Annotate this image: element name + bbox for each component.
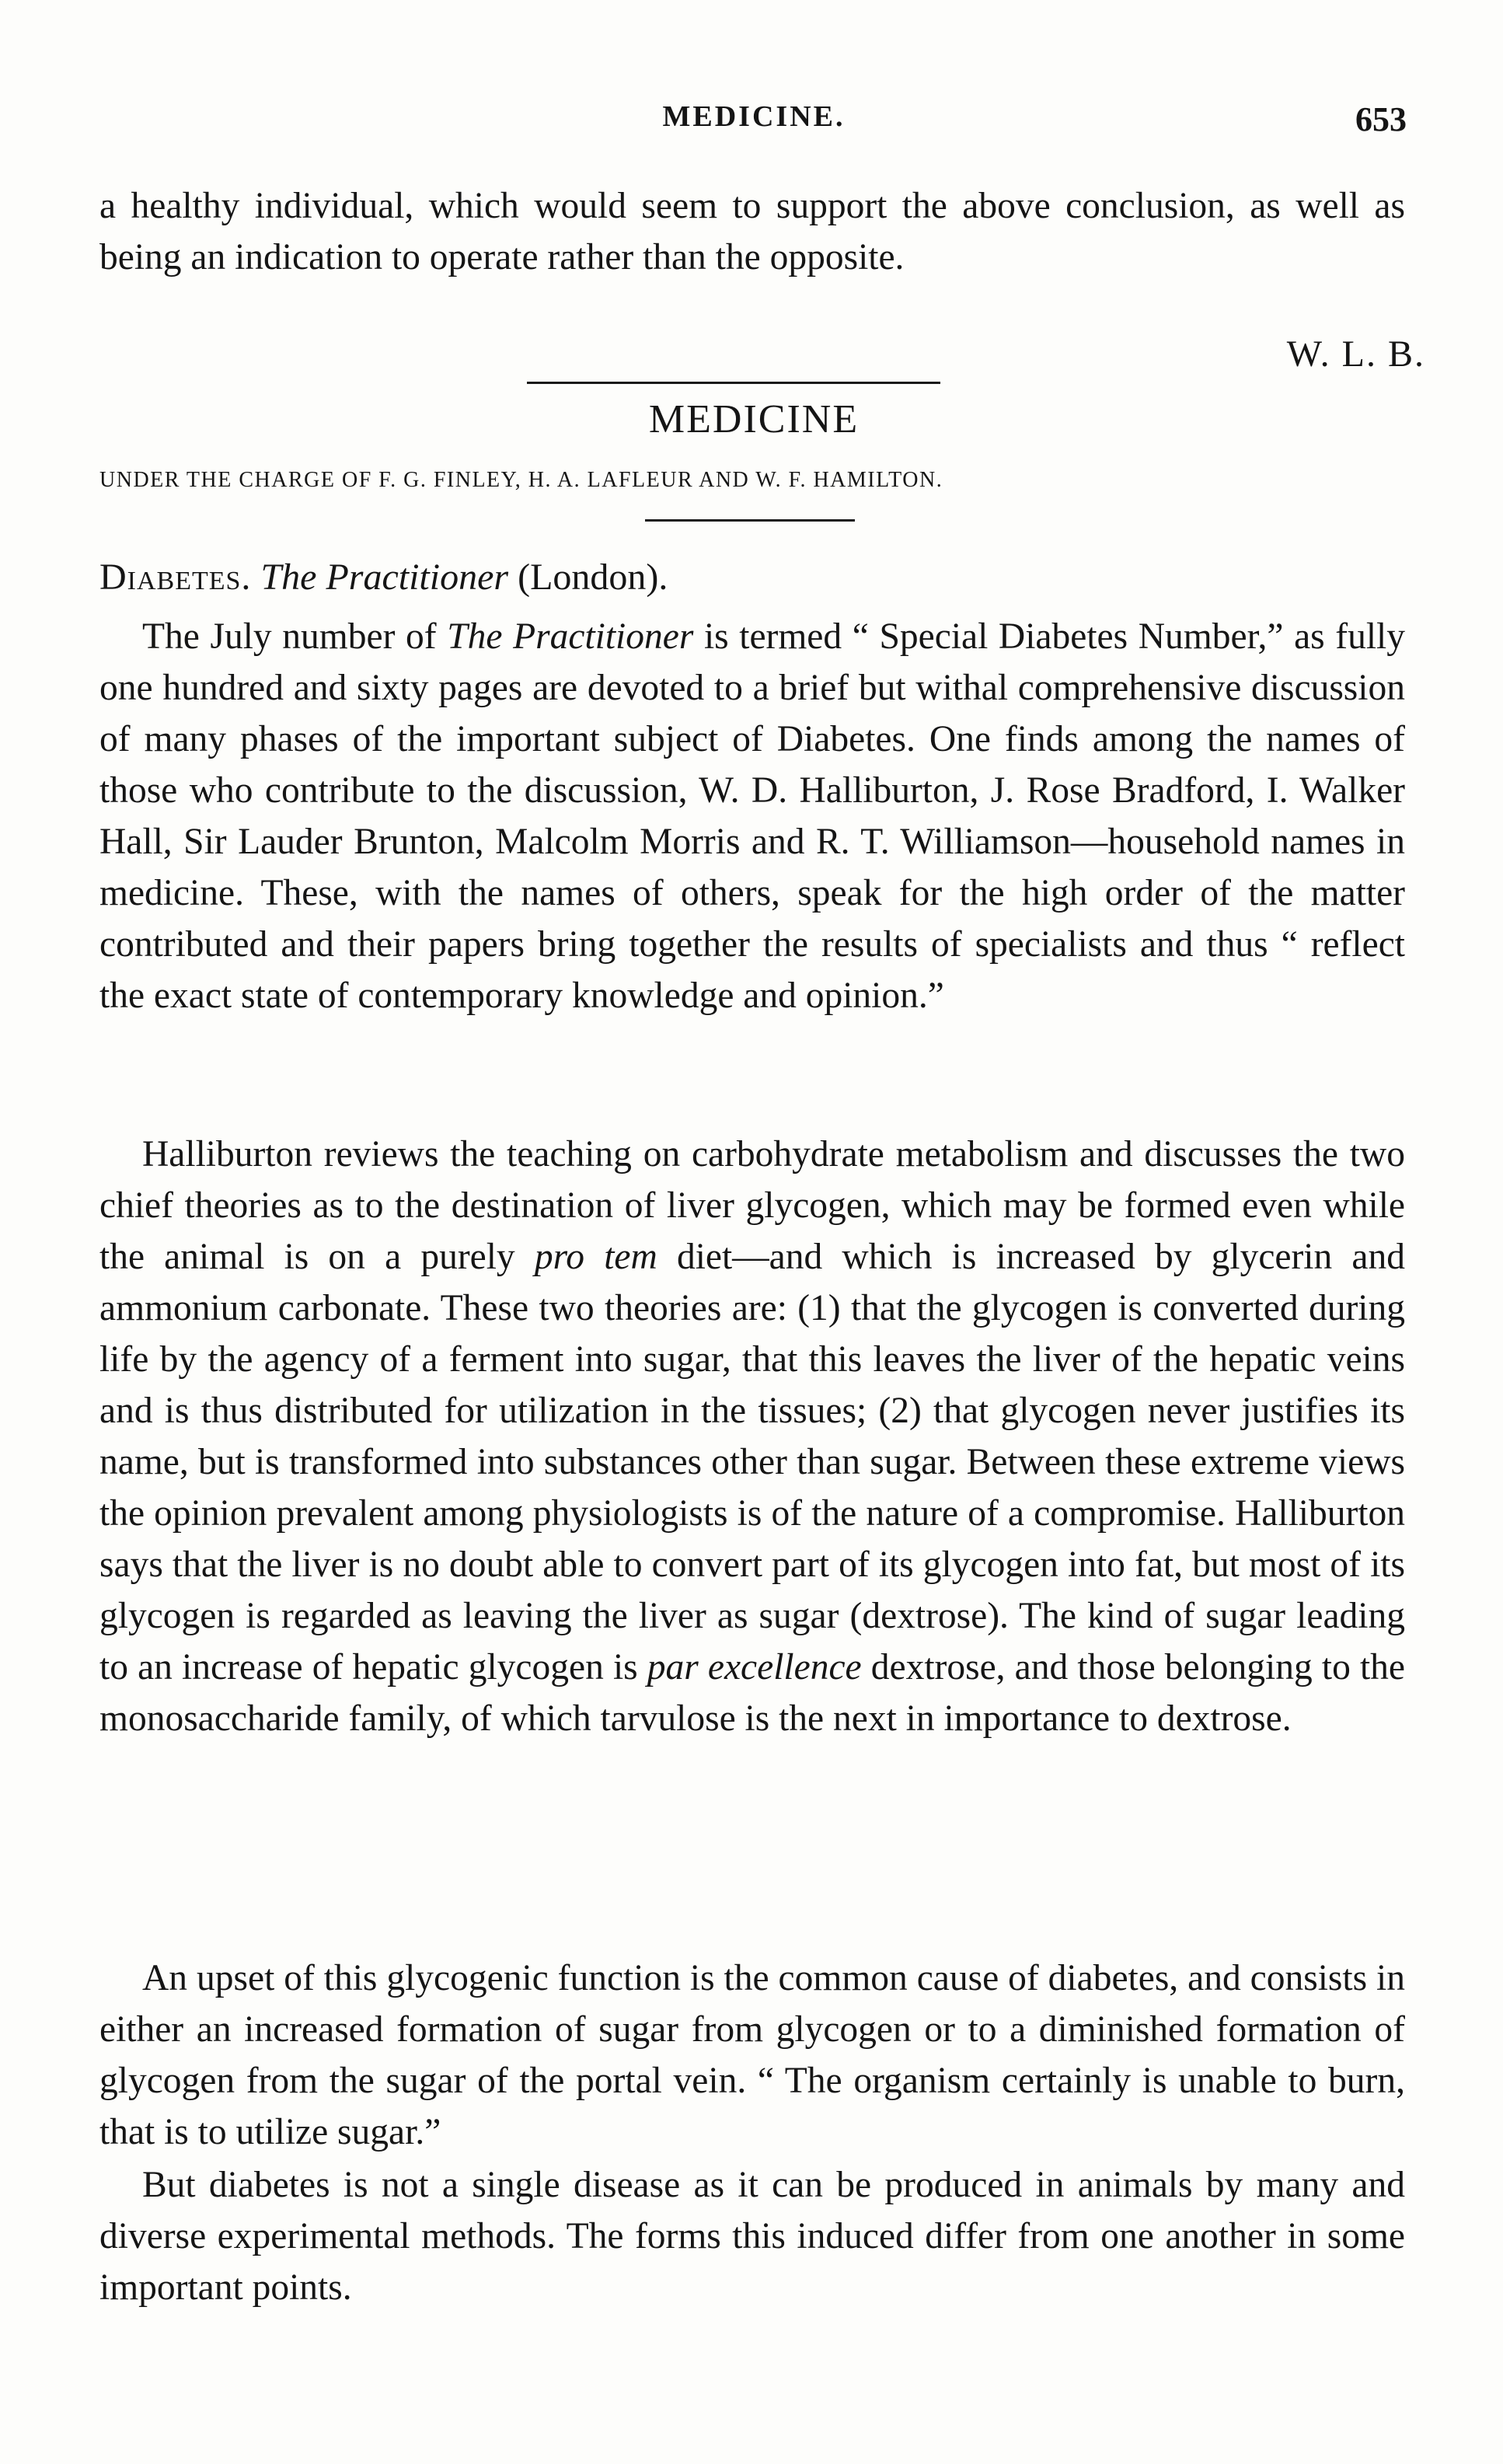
article-title-topic: Diabetes.: [99, 557, 252, 598]
paragraph-2-text: [99, 1129, 1405, 1744]
article-title: [99, 556, 668, 599]
section-divider: [527, 382, 940, 384]
running-head: [101, 99, 1407, 146]
paragraph-2: [99, 1129, 1405, 1744]
running-head-title: MEDICINE.: [662, 100, 846, 133]
paragraph-4: [99, 2159, 1405, 2313]
heading-divider: [645, 519, 855, 522]
editors-line: UNDER THE CHARGE OF F. G. FINLEY, H. A. LAFLEUR AND W. F. HAMILTON.: [99, 468, 943, 492]
p2-italic-par-excellence: par excellence: [647, 1647, 862, 1687]
p1-part-a: The July number of: [142, 616, 448, 657]
p2-part-c: diet—and which is increased by glycerin and ammonium carbonate. These two theories are: (1) that the glycogen is converted during life by the agency of a ferment into sugar, that this leaves the liver of the hepatic veins and is thus distributed for utilization in the tissues; (2) that glycogen never justifies its name, but is transformed into substances other than sugar. Between these extreme views the opinion prevalent among physiologists is of the nature of a compromise. Halliburton says that the liver is no doubt able to convert part of its glycogen into fat, but most of its glycogen is regarded as leaving the liver as sugar (dextrose). The kind of sugar leading to an increase of hepatic glycogen is: [99, 1237, 1405, 1687]
p1-part-c: is termed “ Special Diabetes Number,” as fully one hundred and sixty pages are devoted to a brief but withal comprehensive discussion of many phases of the important subject of Diabetes. One finds among the names of those who contribute to the discussion, W. D. Halliburton, J. Rose Bradford, I. Walker Hall, Sir Lauder Brunton, Malcolm Morris and R. T. Williamson—household names in medicine. These, with the names of others, speak for the high order of the matter contributed and their papers bring together the results of specialists and thus “ reflect the exact state of contemporary knowledge and opinion.”: [99, 616, 1405, 1016]
continuation-text: a healthy individual, which would seem to support the above conclusion, as well as being an indication to operate rather than the opposite.: [99, 186, 1405, 277]
article-title-journal: The Practitioner: [260, 557, 509, 598]
paragraph-3-text: An upset of this glycogenic function is the common cause of diabetes, and consists in either an increased formation of sugar from glycogen or to a diminished formation of glycogen from the sugar of the portal vein. “ The organism certainly is unable to burn, that is to utilize sugar.”: [99, 1958, 1405, 2152]
p1-italic-journal: The Practitioner: [447, 616, 694, 657]
paragraph-3: [99, 1953, 1405, 2158]
article-title-place: (London).: [518, 557, 668, 598]
continuation-paragraph: [99, 180, 1405, 283]
page-number: 653: [1355, 100, 1407, 138]
p2-part-e: dextrose, and those belonging to the monosaccharide family, of which tarvulose is the next in importance to dextrose.: [99, 1647, 1405, 1739]
paragraph-1-text: [99, 611, 1405, 1021]
paragraph-4-text: But diabetes is not a single disease as it can be produced in animals by many and diverse experimental methods. The forms this induced differ from one another in some important points.: [99, 2165, 1405, 2308]
p2-part-a: Halliburton reviews the teaching on carbohydrate metabolism and discusses the two chief theories as to the destination of liver glycogen, which may be formed even while the animal is on a purely: [99, 1134, 1405, 1277]
author-initials: W. L. B.: [1286, 333, 1425, 375]
p2-italic-pro-tem: pro tem: [534, 1237, 657, 1277]
paragraph-1: [99, 611, 1405, 1021]
section-heading: MEDICINE: [648, 397, 860, 441]
